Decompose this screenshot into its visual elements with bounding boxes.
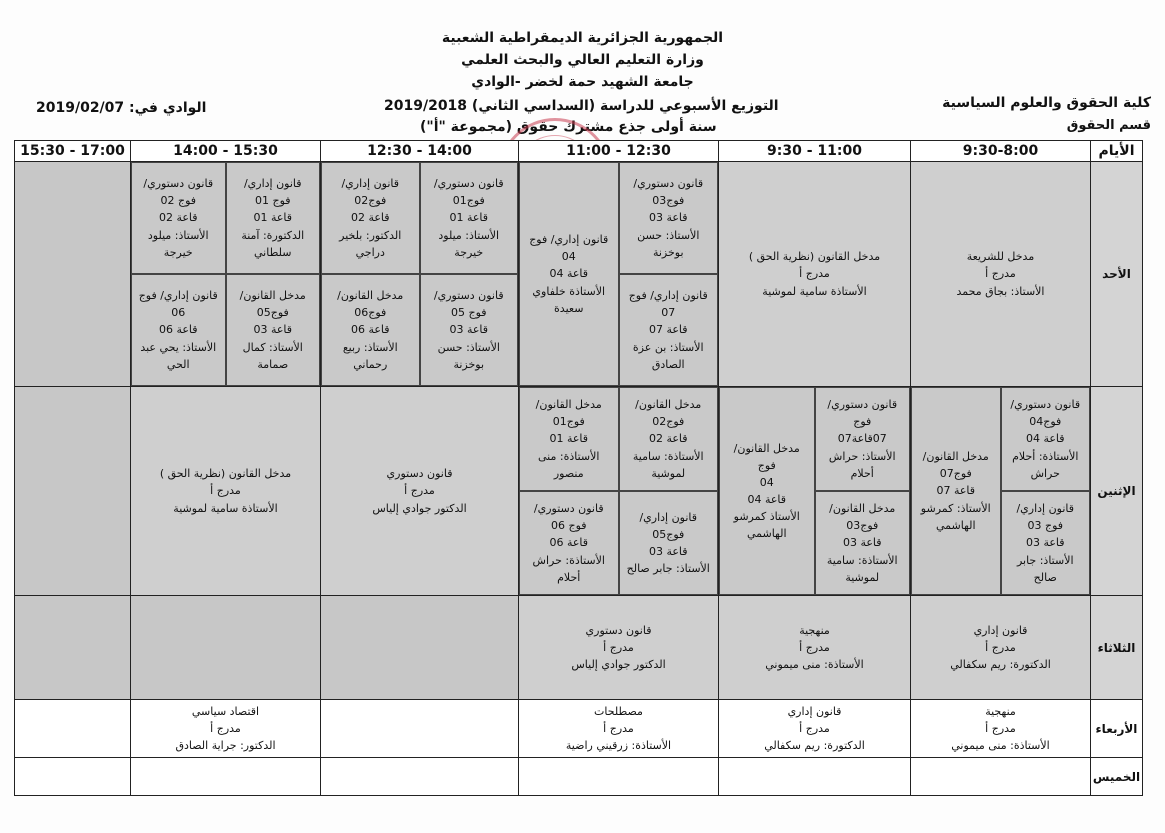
faculty-name: كلية الحقوق والعلوم السياسية bbox=[942, 95, 1151, 111]
sun-s4-group01: قانون دستوري/ فوج01 قاعة 01 الأستاذ: ميلود خيرجة bbox=[420, 162, 519, 274]
sun-s3-group04: قانون إداري/ فوج 04 قاعة 04 الأستاذة خلفاوي سعيدة bbox=[519, 162, 619, 386]
sun-s4-group02: قانون إداري/ فوج02 قاعة 02 الدكتور: بلخير دراجي bbox=[321, 162, 420, 274]
sun-s5-group02: قانون دستوري/ فوج 02 قاعة 02 الأستاذ: ميلود خيرجة bbox=[131, 162, 226, 274]
sun-s3-group07: قانون إداري/ فوج 07 قاعة 07 الأستاذ: بن عزة الصادق bbox=[619, 274, 719, 386]
sun-s4-group05: قانون دستوري/ فوج 05 قاعة 03 الأستاذ: حسن بوخزنة bbox=[420, 274, 519, 386]
col-slot-4: 14:00 - 12:30 bbox=[321, 141, 519, 162]
header-row bbox=[15, 141, 1143, 162]
wed-slot-1: منهجية مدرج أ الأستاذة: منى ميموني bbox=[911, 700, 1091, 758]
tue-slot-2: منهجية مدرج أ الأستاذة: منى ميموني bbox=[719, 596, 911, 700]
sun-slot-5 bbox=[131, 162, 321, 387]
university-heading: جامعة الشهيد حمة لخضر -الوادي bbox=[471, 74, 694, 90]
day-tuesday: الثلاثاء bbox=[1091, 596, 1143, 700]
sun-s4-group06: مدخل القانون/ فوج06 قاعة 06 الأستاذ: ربيع رحماني bbox=[321, 274, 420, 386]
mon-s3-group02: مدخل القانون/ فوج02 قاعة 02 الأستاذة: سامية لموشية bbox=[619, 387, 719, 491]
document-subtitle: سنة أولى جذع مشترك حقوق (مجموعة "أ") bbox=[420, 119, 717, 135]
tue-slot-5 bbox=[131, 596, 321, 700]
mon-s2-group04: مدخل القانون/ فوج 04 قاعة 04 الأستاذ كمرشو الهاشمي bbox=[719, 387, 815, 595]
thu-slot-6 bbox=[15, 758, 131, 796]
row-sunday bbox=[15, 162, 1143, 387]
col-slot-6: 17:00 - 15:30 bbox=[15, 141, 131, 162]
document-title: التوزيع الأسبوعي للدراسة (السداسي الثاني) 2019/2018 bbox=[384, 98, 779, 114]
thu-slot-2 bbox=[719, 758, 911, 796]
row-thursday bbox=[15, 758, 1143, 796]
thu-slot-1 bbox=[911, 758, 1091, 796]
sun-slot-3 bbox=[519, 162, 719, 387]
tue-slot-6 bbox=[15, 596, 131, 700]
thu-slot-4 bbox=[321, 758, 519, 796]
mon-slot-3 bbox=[519, 387, 719, 596]
mon-s3-group06: قانون دستوري/ فوج 06 قاعة 06 الأستاذة: حراش أحلام bbox=[519, 491, 619, 595]
tue-slot-4 bbox=[321, 596, 519, 700]
mon-slot-2 bbox=[719, 387, 911, 596]
row-monday bbox=[15, 387, 1143, 596]
wed-slot-4 bbox=[321, 700, 519, 758]
col-slot-3: 12:30 - 11:00 bbox=[519, 141, 719, 162]
col-slot-1: 9:30-8:00 bbox=[911, 141, 1091, 162]
day-sunday: الأحد bbox=[1091, 162, 1143, 387]
department-name: قسم الحقوق bbox=[1066, 118, 1151, 133]
sun-s5-group05: مدخل القانون/ فوج05 قاعة 03 الأستاذ: كمال صمامة bbox=[226, 274, 321, 386]
sun-slot-1: مدخل للشريعة مدرج أ الأستاذ: بجاق محمد bbox=[911, 162, 1091, 387]
republic-heading: الجمهورية الجزائرية الديمقراطية الشعبية bbox=[441, 30, 724, 46]
sun-s3-group03: قانون دستوري/ فوج03 قاعة 03 الأستاذ: حسن بوخزنة bbox=[619, 162, 719, 274]
mon-s3-group01: مدخل القانون/ فوج01 قاعة 01 الأستاذة: منى منصور bbox=[519, 387, 619, 491]
col-days: الأيام bbox=[1091, 141, 1143, 162]
mon-slot-5: مدخل القانون (نظرية الحق ) مدرج أ الأستاذة سامية لموشية bbox=[131, 387, 321, 596]
sun-slot-6 bbox=[15, 162, 131, 387]
sun-slot-4 bbox=[321, 162, 519, 387]
sun-s5-group06: قانون إداري/ فوج 06 قاعة 06 الأستاذ: يحي عبد الحي bbox=[131, 274, 226, 386]
day-thursday: الخميس bbox=[1091, 758, 1143, 796]
mon-s1-group04: قانون دستوري/ فوج04 قاعة 04 الأستاذة: أحلام حراش bbox=[1001, 387, 1091, 491]
day-wednesday: الأربعاء bbox=[1091, 700, 1143, 758]
tue-slot-1: قانون إداري مدرج أ الدكتورة: ريم سكفالي bbox=[911, 596, 1091, 700]
ministry-heading: وزارة التعليم العالي والبحث العلمي bbox=[461, 52, 704, 68]
weekly-timetable bbox=[14, 140, 1143, 796]
mon-slot-6 bbox=[15, 387, 131, 596]
mon-s3-group05: قانون إداري/ فوج05 قاعة 03 الأستاذ: جابر صالح bbox=[619, 491, 719, 595]
day-monday: الإثنين bbox=[1091, 387, 1143, 596]
issue-date: الوادي في: 2019/02/07 bbox=[36, 100, 207, 116]
mon-s2-group07: قانون دستوري/ فوج 07قاعة07 الأستاذ: حراش أحلام bbox=[815, 387, 911, 491]
row-tuesday bbox=[15, 596, 1143, 700]
col-slot-2: 11:00 - 9:30 bbox=[719, 141, 911, 162]
mon-slot-1 bbox=[911, 387, 1091, 596]
row-wednesday bbox=[15, 700, 1143, 758]
mon-s2-group03: مدخل القانون/ فوج03 قاعة 03 الأستاذة: سامية لموشية bbox=[815, 491, 911, 595]
wed-slot-3: مصطلحات مدرج أ الأستاذة: زرقيني راضية bbox=[519, 700, 719, 758]
mon-s1-group03: قانون إداري/ فوج 03 قاعة 03 الأستاذ: جابر صالح bbox=[1001, 491, 1091, 595]
mon-slot-4: قانون دستوري مدرج أ الدكتور جوادي إلياس bbox=[321, 387, 519, 596]
mon-s1-group07: مدخل القانون/ فوج07 قاعة 07 الأستاذ: كمرشو الهاشمي bbox=[911, 387, 1001, 595]
sun-slot-2: مدخل القانون (نظرية الحق ) مدرج أ الأستاذة سامية لموشية bbox=[719, 162, 911, 387]
sun-s5-group01: قانون إداري/ فوج 01 قاعة 01 الدكتورة: آمنة سلطاني bbox=[226, 162, 321, 274]
col-slot-5: 15:30 - 14:00 bbox=[131, 141, 321, 162]
thu-slot-3 bbox=[519, 758, 719, 796]
thu-slot-5 bbox=[131, 758, 321, 796]
tue-slot-3: قانون دستوري مدرج أ الدكتور جوادي إلياس bbox=[519, 596, 719, 700]
wed-slot-5: اقتصاد سياسي مدرج أ الدكتور: جراية الصادق bbox=[131, 700, 321, 758]
wed-slot-6 bbox=[15, 700, 131, 758]
wed-slot-2: قانون إداري مدرج أ الدكتورة: ريم سكفالي bbox=[719, 700, 911, 758]
